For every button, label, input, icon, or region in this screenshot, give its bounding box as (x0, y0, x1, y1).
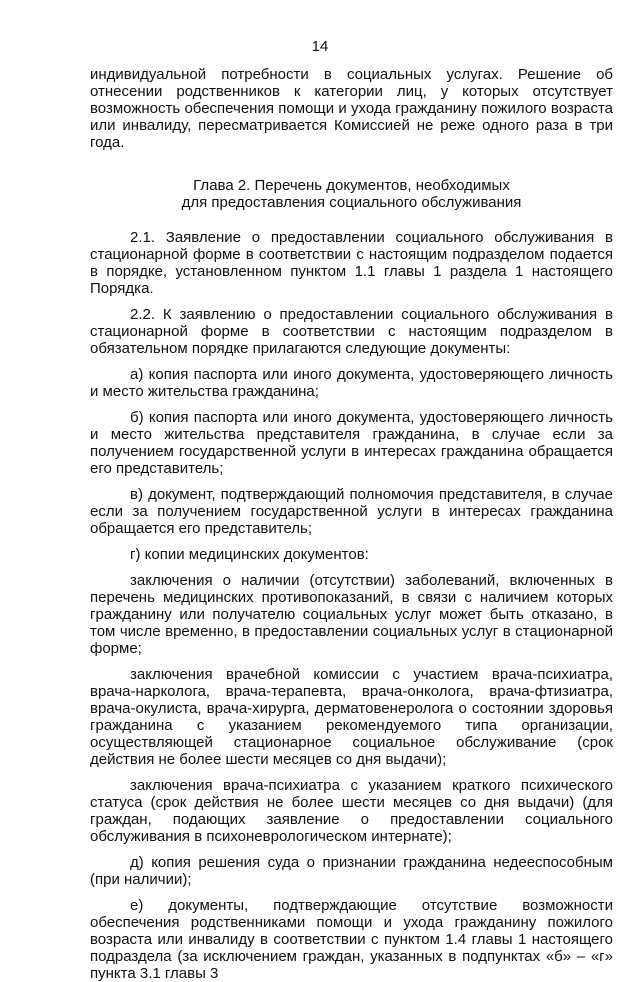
paragraph-2-1: 2.1. Заявление о предоставлении социального обслуживания в стационарной форме в соответствии с настоящим подразделом подается в порядке, установленном пунктом 1.1 главы 1 раздела 1 настоящего Порядка. (90, 229, 613, 297)
list-item-b: б) копия паспорта или иного документа, удостоверяющего личность и место жительства представителя гражданина, в случае если за получением государственной услуги в интересах гражданина обращается его представитель; (90, 409, 613, 477)
chapter-title (90, 177, 613, 211)
list-item-e: е) документы, подтверждающие отсутствие возможности обеспечения родственниками помощи и ухода гражданину пожилого возраста или инвалиду в соответствии с пунктом 1.4 главы 1 настоящего подраздела (за исключением граждан, указанных в подпунктах «б» – «г» пункта 3.1 главы 3 (90, 897, 613, 982)
medical-doc-3: заключения врача-психиатра с указанием краткого психического статуса (срок действия не более шести месяцев со дня выдачи) (для граждан, подающих заявление о предоставлении социального обслуживания в психоневрологическом интернате); (90, 777, 613, 845)
page-number: 14 (311, 38, 329, 55)
list-item-v: в) документ, подтверждающий полномочия представителя, в случае если за получением государственной услуги в интересах гражданина обращается его представитель; (90, 486, 613, 537)
medical-doc-1: заключения о наличии (отсутствии) заболеваний, включенных в перечень медицинских противопоказаний, в связи с наличием которых гражданину или получателю социальных услуг может быть отказано, в том числе временно, в предоставлении социальных услуг в стационарной форме; (90, 572, 613, 657)
list-item-g: г) копии медицинских документов: (130, 546, 369, 563)
list-item-d: д) копия решения суда о признании гражданина недееспособным (при наличии); (90, 854, 613, 888)
chapter-title-line-2: для предоставления социального обслуживания (181, 194, 522, 211)
paragraph-intro: индивидуальной потребности в социальных услугах. Решение об отнесении родственников к категории лиц, у которых отсутствует возможность обеспечения помощи и ухода гражданину пожилого возраста или инвалиду, пересматривается Комиссией не реже одного раза в три года. (90, 66, 613, 151)
paragraph-2-2: 2.2. К заявлению о предоставлении социального обслуживания в стационарной форме в соответствии с настоящим подразделом в обязательном порядке прилагаются следующие документы: (90, 306, 613, 357)
list-item-a: а) копия паспорта или иного документа, удостоверяющего личность и место жительства гражданина; (90, 366, 613, 400)
medical-doc-2: заключения врачебной комиссии с участием врача-психиатра, врача-нарколога, врача-терапевта, врача-онколога, врача-фтизиатра, врача-окулиста, врача-хирурга, дерматовенеролога о состоянии здоровья гражданина с указанием рекомендуемого типа организации, осуществляющей стационарное социальное обслуживание (срок действия не более шести месяцев со дня выдачи); (90, 666, 613, 768)
chapter-title-line-1: Глава 2. Перечень документов, необходимых (193, 177, 510, 194)
document-body (90, 66, 613, 982)
